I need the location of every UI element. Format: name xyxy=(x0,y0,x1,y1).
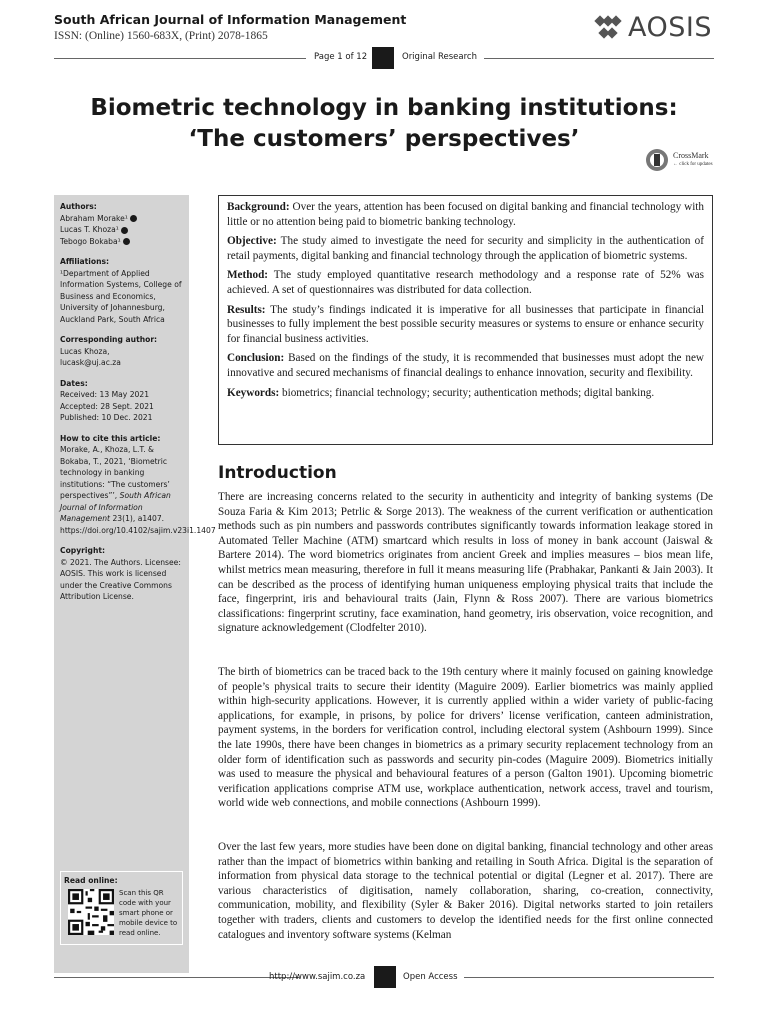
citation-section xyxy=(60,433,216,537)
corresponding-name: Lucas Khoza, xyxy=(60,346,110,356)
affiliations-section xyxy=(60,256,184,325)
article-info-sidebar xyxy=(54,195,216,973)
date-accepted: Accepted: 28 Sept. 2021 xyxy=(60,401,154,411)
crossmark-label: CrossMark xyxy=(673,151,709,160)
page-number: Page 1 of 12 xyxy=(314,52,368,62)
citation-heading: How to cite this article: xyxy=(60,433,161,443)
article-title-line-2: ‘The customers’ perspectives’ xyxy=(188,126,580,152)
corresponding-heading: Corresponding author: xyxy=(60,335,158,344)
citation-text: Morake, A., Khoza, L.T. & Bokaba, T., 2021, ‘Biometric technology in banking institutions: “The customers’ perspectives”’, South African Journal of Information Management 23(1), a1407. https://doi.org/10.4102/sajim.v23i1.1407 xyxy=(60,445,216,535)
issn: ISSN: (Online) 1560-683X, (Print) 2078-1865 xyxy=(54,30,268,42)
orcid-icon[interactable] xyxy=(130,215,137,222)
crossmark-badge[interactable] xyxy=(645,148,713,172)
citation-journal: South African Journal of Information Management xyxy=(60,491,171,523)
author-item: Lucas T. Khoza¹ xyxy=(60,224,184,236)
read-online-box xyxy=(60,871,183,945)
copyright-text: © 2021. The Authors. Licensee: AOSIS. This work is licensed under the Creative Commons Attribution License. xyxy=(60,557,181,601)
authors-heading: Authors: xyxy=(60,202,97,211)
article-title-line-1: Biometric technology in banking institutions: xyxy=(90,95,678,121)
affiliations-text: ¹Department of Applied Information Systems, College of Business and Economics, University of Johannesburg, Auckland Park, South Africa xyxy=(60,268,182,324)
qr-code-icon[interactable] xyxy=(68,889,114,935)
footer-rule-left xyxy=(54,977,299,978)
abstract-keywords: Keywords: biometrics; financial technology; security; authentication methods; digital banking. xyxy=(227,386,655,399)
abstract-background: Background: Over the years, attention has been focused on digital banking and financial technology with little or no attention being paid to biometric banking technology. xyxy=(227,201,704,228)
journal-url[interactable]: http://www.sajim.co.za xyxy=(269,972,366,982)
abstract-method: Method: The study employed quantitative research methodology and a response rate of 52% was achieved. A set of questionnaires was distributed for data collection. xyxy=(227,269,704,296)
abstract-box xyxy=(218,195,713,445)
header-rule-left xyxy=(54,58,306,59)
copyright-section xyxy=(60,545,184,603)
footer-block xyxy=(374,966,396,988)
corresponding-email[interactable]: lucask@uj.ac.za xyxy=(60,358,121,367)
abstract-conclusion: Conclusion: Based on the findings of the study, it is recommended that businesses must adopt the new innovative and secured mechanisms of financial dealings to enhance innovation, security and flexibility. xyxy=(227,352,704,379)
read-online-heading: Read online: xyxy=(64,876,118,885)
abstract-results: Results: The study’s findings indicated it is imperative for all businesses that participate in financial businesses to fully implement the best possible security measures or systems to ensure or enhance security for financial business activities. xyxy=(227,303,704,345)
header-rule-right xyxy=(484,58,714,59)
date-received: Received: 13 May 2021 xyxy=(60,390,150,399)
date-published: Published: 10 Dec. 2021 xyxy=(60,413,153,422)
author-item: Tebogo Bokaba¹ xyxy=(60,236,184,248)
author-item: Abraham Morake¹ xyxy=(60,213,184,225)
introduction-paragraph-2: The birth of biometrics can be traced back to the 19th century where it mainly focused on gaining knowledge of people’s physical traits to secure their identity (Maguire 2009). Earlier biometrics was mainly applied within high-security applications. However, it is currently applied within a wider variety of public-facing applications, for example, in prisons, by police for drivers’ license verification, canteen administration, payment systems, in the borders for verification control, including electoral system (Ashbourn 1999). Since the late 1990s, there have been changes in biometrics as a primary security replacement technology from an older form of identification such as passwords and security pin-codes (Maguire 2009). Biometrics initially was used to measure the physical and behavioural features of a person (Galton 1901). Upcoming biometric verification applications comprise ATM use, workplace authentication, network access, travel and tourism, world wide web connections, and mobile connections (Ashbourn 1999). xyxy=(218,666,713,810)
aosis-logo-text: AOSIS xyxy=(628,12,712,43)
dates-heading: Dates: xyxy=(60,378,88,388)
crossmark-icon xyxy=(645,148,669,172)
introduction-paragraph-3: Over the last few years, more studies have been done on digital banking, financial technology and other areas rather than the impact of biometrics within banking and retailing in South Africa. Digital is the separation of information from physical data storage to the technical potential or digital (Legner et al. 2017). There are various characteristics of digitisation, namely collaboration, sharing, co-creation, connectivity, communication, mobility, and flexibility (Syler & Baker 2016). Digital networks started to join retailers together with traders, clients and customers to develop the identified needs for the first online connected catalogues and inventory software systems (Kelman xyxy=(218,841,713,941)
footer-rule-right xyxy=(464,977,714,978)
abstract-objective: Objective: The study aimed to investigate the need for security and simplicity in the authentication of retail payments, digital banking and financial technology through the application of biometric systems. xyxy=(227,235,704,262)
copyright-heading: Copyright: xyxy=(60,546,106,555)
header-block xyxy=(372,47,394,69)
dates-section xyxy=(60,378,184,424)
open-access-label: Open Access xyxy=(403,972,458,982)
qr-instructions: Scan this QR code with your smart phone or mobile device to read online. xyxy=(119,889,178,937)
article-title xyxy=(54,93,714,155)
orcid-icon[interactable] xyxy=(123,238,130,245)
page-footer-band xyxy=(54,966,714,988)
corresponding-section xyxy=(60,334,184,369)
journal-title: South African Journal of Information Management xyxy=(54,12,407,27)
orcid-icon[interactable] xyxy=(121,227,128,234)
page-header-band xyxy=(54,47,714,69)
authors-section xyxy=(60,201,184,247)
article-type: Original Research xyxy=(402,52,477,62)
aosis-logo xyxy=(594,12,712,43)
crossmark-sublabel: ← click for updates xyxy=(673,162,713,167)
introduction-heading: Introduction xyxy=(218,463,337,483)
introduction-paragraph-1: There are increasing concerns related to the security in authenticity and integrity of banking systems (De Souza Faria & Kim 2013; Petrlic & Sorge 2013). The weakness of the current verification or authentication methods such as pin numbers and passwords contributes significantly towards information leakage stored in Automated Teller Machine (ATM) smartcard which results in loss of money in bank account (Jaiswal & Bartere 2014). The word biometrics originates from ancient Greek and implies measures – bios mean life, whilst metrics mean measuring, therefore in full it means measuring life (Prabhakar, Pankanti & Jain 2003). It can be described as the process of identifying human uniqueness employing physical traits that include the face, fingerprint, iris and behavioural traits (Jain, Flynn & Ross 2007). There are various biometrics classifications: fingerprint scrutiny, face examination, hand geometry, iris observation, voice recognition, and signature acknowledgement (Clodfelter 2010). xyxy=(218,491,713,635)
aosis-logo-icon xyxy=(594,15,624,41)
affiliations-heading: Affiliations: xyxy=(60,257,110,266)
